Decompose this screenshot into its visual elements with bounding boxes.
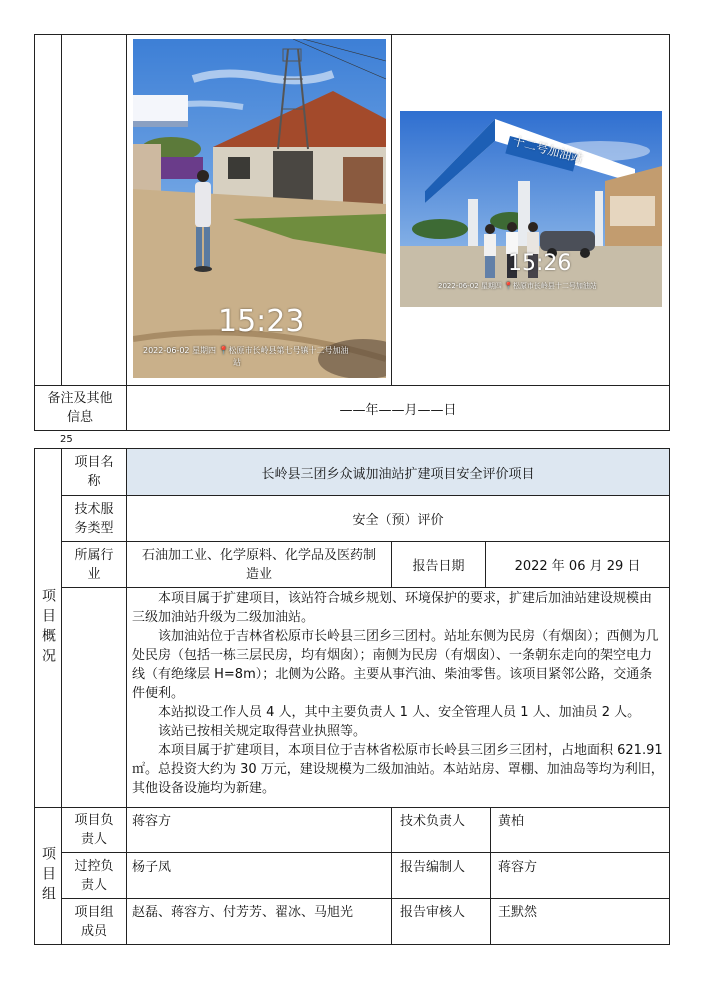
service-type-label: 技术服务类型 <box>74 501 114 536</box>
description-paragraph: 本项目属于扩建项目，该站符合城乡规划、环境保护的要求，扩建后加油站建设规模由三级加油站升级为二级加油站。 <box>132 591 653 625</box>
reviewer-label: 报告审核人 <box>400 905 466 920</box>
process-leader-label: 过控负责人 <box>74 858 114 893</box>
photo-caption: 2022-06-02 星期四 📍松原市长岭县十二号加油站 <box>438 282 597 290</box>
report-writer-value: 蒋容方 <box>498 860 538 875</box>
industry-label: 所属行业 <box>74 547 114 582</box>
report-date-value: 2022 年 06 月 29 日 <box>514 559 641 574</box>
description-paragraph: 该加油站位于吉林省松原市长岭县三团乡三团村。站址东侧为民房（有烟囱）；西侧为几处民房（包括一栋三层民房，均有烟囱）；南侧为民房（有烟囱）、一条朝东走向的架空电力线（有绝缘层 H=8m）；北侧为公路。主要从事汽油、柴油零售。该项目紧邻公路，交通条件便利。 <box>132 629 659 701</box>
leader-label: 项目负责人 <box>74 813 114 847</box>
description-paragraph: 该站已按相关规定取得营业执照等。 <box>158 724 367 739</box>
tech-leader-value: 黄柏 <box>498 814 525 829</box>
station-sign: 十二号加油站 <box>511 133 585 167</box>
process-leader-value: 杨子凤 <box>132 860 172 875</box>
remarks-label: 备注及其他信息 <box>47 391 113 425</box>
members-value: 赵磊、蒋容方、付芳芳、翟冰、马旭光 <box>132 905 354 920</box>
reviewer-value: 王默然 <box>498 905 538 920</box>
description-paragraph: 本站拟设工作人员 4 人，其中主要负责人 1 人、安全管理人员 1 人、加油员 2 人。 <box>158 705 641 720</box>
photo-timestamp: 15:26 <box>508 251 572 276</box>
site-photo-station <box>400 111 662 307</box>
photo-caption-line2: 站 <box>233 358 241 367</box>
tech-leader-label: 技术负责人 <box>400 814 466 829</box>
leader-value: 蒋容方 <box>132 814 172 829</box>
report-date-label: 报告日期 <box>412 559 465 574</box>
description-paragraph: 本项目属于扩建项目，本项目位于吉林省松原市长岭县三团乡三团村，占地面积 621.91㎡。总投资大约为 30 万元，建设规模为二级加油站。本站站房、罩棚、加油岛等均为利旧，其他设备设施均为新建。 <box>132 743 664 796</box>
industry-value: 石油加工业、化学原料、化学品及医药制造业 <box>141 547 376 582</box>
page-number: 25 <box>60 434 73 445</box>
section-label-overview: 项目概况 <box>40 588 56 668</box>
section-label-team: 项目组 <box>40 846 56 906</box>
site-photo-street <box>133 39 386 378</box>
members-label: 项目组成员 <box>74 904 114 939</box>
project-name-label: 项目名称 <box>74 455 114 489</box>
service-type-value: 安全（预）评价 <box>352 513 444 528</box>
photo-caption: 2022-06-02 星期四 📍松原市长岭县第七号镇十二号加油 <box>143 346 349 355</box>
project-description <box>132 589 664 805</box>
photo-timestamp: 15:23 <box>218 304 305 339</box>
report-writer-label: 报告编制人 <box>400 860 466 875</box>
date-placeholder: ——年——月——日 <box>339 402 457 418</box>
project-name-value: 长岭县三团乡众诚加油站扩建项目安全评价项目 <box>261 466 535 482</box>
